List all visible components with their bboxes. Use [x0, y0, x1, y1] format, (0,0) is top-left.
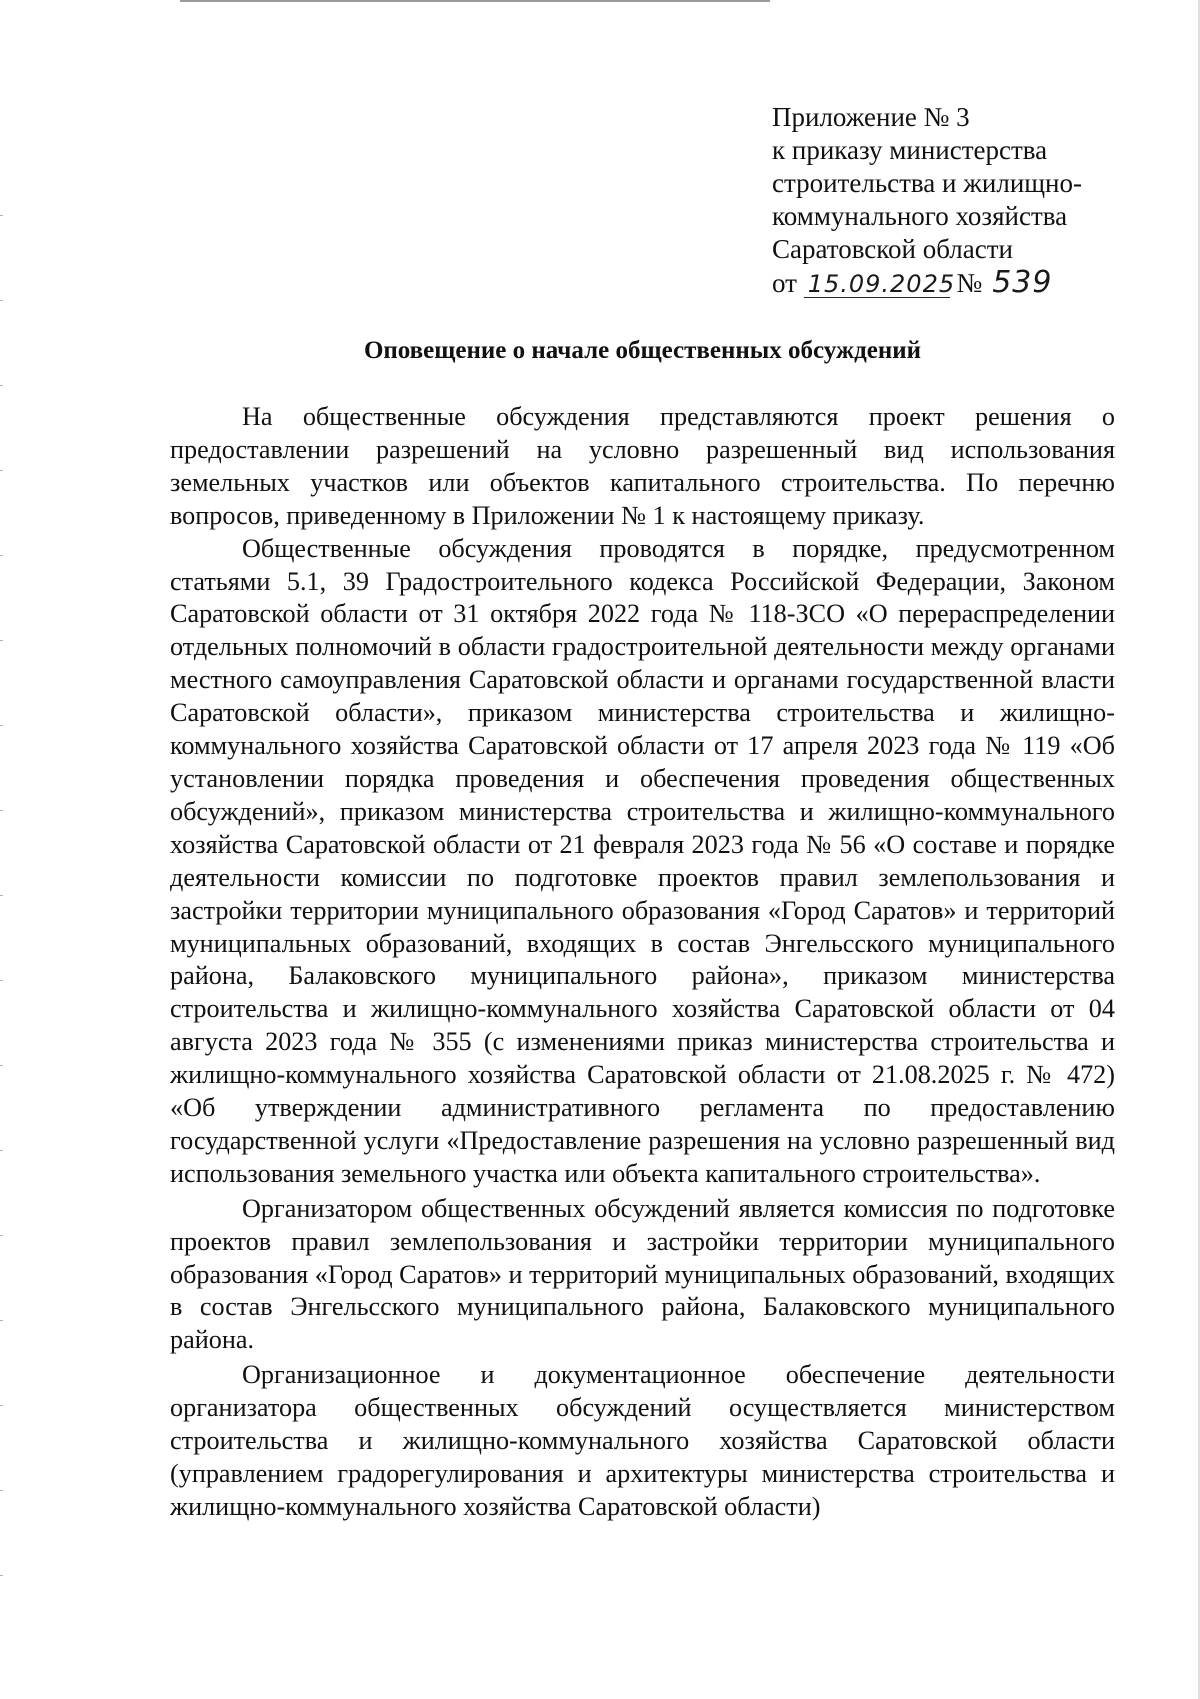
scan-top-rule [180, 0, 770, 2]
scan-edge-mark [0, 1150, 3, 1151]
scan-edge-mark [0, 215, 3, 216]
appendix-line: коммунального хозяйства [772, 201, 1068, 231]
scan-edge-mark [0, 470, 3, 471]
body-paragraph: Организатором общественных обсуждений является комиссия по подготовке проектов правил землепользования и застройки территории муниципального образования «Город Саратов» и территорий муниципальных образований, входящих в состав Энгельсского муниципального района, Балаковского муниципального района. [170, 1193, 1115, 1355]
appendix-line: Приложение № 3 [772, 102, 970, 132]
document-title: Оповещение о начале общественных обсуждений [363, 337, 922, 364]
body-paragraph: Организационное и документационное обеспечение деятельности организатора общественных обсуждений осуществляется министерством строительства и жилищно-коммунального хозяйства Саратовской области (управлением градорегулирования и архитектуры министерства строительства и жилищно-коммунального хозяйства Саратовской области) [170, 1360, 1115, 1521]
scan-edge-mark [0, 385, 3, 386]
scan-edge-mark [0, 300, 3, 301]
scan-edge-mark [0, 1490, 3, 1491]
appendix-header [772, 101, 1172, 300]
scan-edge-mark [0, 1575, 3, 1576]
scan-edge-mark [0, 810, 3, 811]
handwritten-date: 15.09.2025 [804, 271, 950, 298]
body-paragraph: Общественные обсуждения проводятся в порядке, предусмотренном статьями 5.1, 39 Градостроительного кодекса Российской Федерации, Законом Саратовской области от 31 октября 2022 года № 118-ЗСО «О перераспределении отдельных полномочий в области градостроительной деятельности между органами местного самоуправления Саратовской области и органами государственной власти Саратовской области», приказом министерства строительства и жилищно-коммунального хозяйства Саратовской области от 17 апреля 2023 года № 119 «Об установлении порядка проведения и обеспечения проведения общественных обсуждений», приказом министерства строительства и жилищно-коммунального хозяйства Саратовской области от 21 февраля 2023 года № 56 «О составе и порядке деятельности комиссии по подготовке проектов правил землепользования и застройки территории муниципального образования «Город Саратов» и территорий муниципальных образований, входящих в состав Энгельсского муниципального района, Балаковского муниципального района», приказом министерства строительства и жилищно-коммунального хозяйства Саратовской области от 04 августа 2023 года № 355 (с изменениями приказ министерства строительства и жилищно-коммунального хозяйства Саратовской области от 21.08.2025 г. № 472) «Об утверждении административного регламента по предоставлению государственной услуги «Предоставление разрешения на условно разрешенный вид использования земельного участка или объекта капитального строительства». [170, 533, 1115, 1188]
from-label: от [772, 268, 797, 298]
body-paragraph: На общественные обсуждения представляются проект решения о предоставлении разрешений на условно разрешенный вид использования земельных участков или объектов капитального строительства. По перечню вопросов, приведенному в Приложении № 1 к настоящему приказу. [170, 402, 1115, 530]
scan-edge-mark [0, 640, 3, 641]
appendix-line: строительства и жилищно- [772, 168, 1082, 198]
scan-edge-mark [0, 1405, 3, 1406]
order-date-number-line [772, 266, 1172, 300]
scan-edge-mark [0, 1235, 3, 1236]
appendix-line: Саратовской области [772, 234, 1013, 264]
scan-edge-mark [0, 1065, 3, 1066]
number-label: № [956, 268, 983, 298]
handwritten-number: 539 [992, 265, 1053, 300]
scan-edge-mark [0, 895, 3, 896]
scan-edge-mark [0, 725, 3, 726]
scan-edge-mark [0, 555, 3, 556]
appendix-line: к приказу министерства [772, 135, 1048, 165]
document-body [170, 401, 1115, 1524]
scan-edge-mark [0, 1320, 3, 1321]
scan-edge-mark [0, 980, 3, 981]
